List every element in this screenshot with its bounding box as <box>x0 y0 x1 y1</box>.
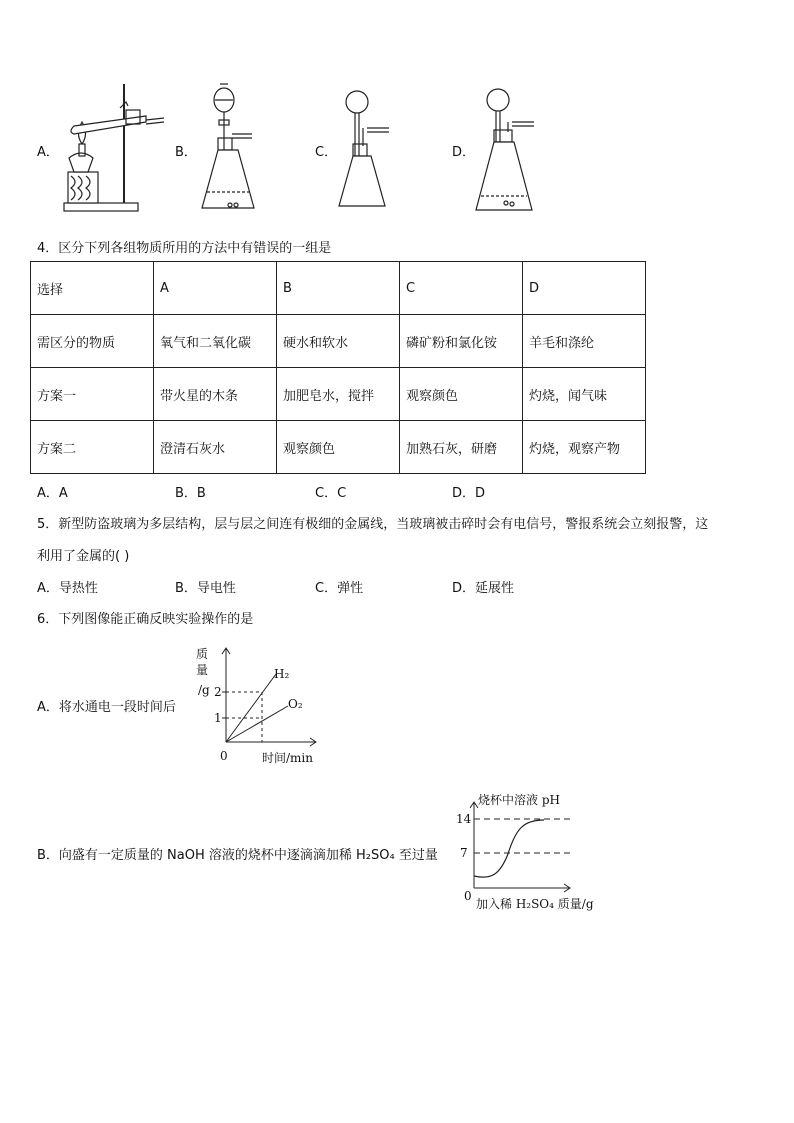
q6-stem: 6．下列图像能正确反映实验操作的是 <box>37 612 254 627</box>
q5-option-d: D．延展性 <box>452 581 515 596</box>
apparatus-c-flask-with-thistle-funnel <box>333 88 393 212</box>
table-cell: 氧气和二氧化碳 <box>154 315 277 368</box>
q5-option-a: A．导热性 <box>37 581 98 596</box>
table-cell: 观察颜色 <box>400 368 523 421</box>
table-cell: 羊毛和涤纶 <box>523 315 646 368</box>
graph-b-ylabel: 烧杯中溶液 pH <box>478 793 560 807</box>
table-cell: 加肥皂水，搅拌 <box>277 368 400 421</box>
graph-a-electrolysis <box>192 644 332 768</box>
graph-a-xlabel: 时间/min <box>262 751 313 765</box>
q4-stem: 4．区分下列各组物质所用的方法中有错误的一组是 <box>37 241 332 256</box>
q4-option-b: B．B <box>175 486 206 501</box>
table-cell: A <box>154 262 277 315</box>
q5-stem-line2: 利用了金属的( ) <box>37 549 130 564</box>
graph-b-ph-line <box>474 820 544 877</box>
table-cell: 澄清石灰水 <box>154 421 277 474</box>
graph-a-series-o2: O₂ <box>288 697 303 711</box>
table-cell: 磷矿粉和氯化铵 <box>400 315 523 368</box>
q4-option-a: A．A <box>37 486 68 501</box>
table-cell: 方案二 <box>31 421 154 474</box>
q4-option-c: C．C <box>315 486 347 501</box>
table-row <box>31 368 646 421</box>
table-cell: 带火星的木条 <box>154 368 277 421</box>
table-cell: 选择 <box>31 262 154 315</box>
q3-option-d-label: D． <box>452 145 476 160</box>
table-cell: 加熟石灰，研磨 <box>400 421 523 474</box>
table-cell: B <box>277 262 400 315</box>
q3-option-b-label: B． <box>175 145 197 160</box>
q6-option-b-text: B．向盛有一定质量的 NaOH 溶液的烧杯中逐滴滴加稀 H₂SO₄ 至过量 <box>37 848 438 863</box>
q4-option-d: D．D <box>452 486 486 501</box>
table-cell: C <box>400 262 523 315</box>
graph-a-h2-line <box>226 674 276 742</box>
graph-a-origin: 0 <box>220 749 228 763</box>
graph-a-series-h2: H₂ <box>274 667 290 681</box>
q3-option-a-label: A． <box>37 145 59 160</box>
table-cell: 观察颜色 <box>277 421 400 474</box>
q6-option-a-text: A．将水通电一段时间后 <box>37 700 176 715</box>
apparatus-a-heating-test-tube <box>60 80 170 214</box>
table-cell: 硬水和软水 <box>277 315 400 368</box>
table-row <box>31 421 646 474</box>
q3-option-c-label: C． <box>315 145 338 160</box>
q5-stem-line1: 5．新型防盗玻璃为多层结构，层与层之间连有极细的金属线，当玻璃被击碎时会有电信号，警报系统会立刻报警，这 <box>37 517 709 532</box>
apparatus-b-flask-with-separatory-funnel <box>200 80 262 218</box>
table-cell: 方案一 <box>31 368 154 421</box>
table-row <box>31 262 646 315</box>
graph-b-xlabel: 加入稀 H₂SO₄ 质量/g <box>476 897 594 911</box>
graph-a-ylabel-2: 量 <box>196 663 209 677</box>
apparatus-d-flask-with-liquid <box>470 86 540 216</box>
graph-b-tick-7: 7 <box>460 846 468 860</box>
table-cell: 灼烧，观察产物 <box>523 421 646 474</box>
q5-option-c: C．弹性 <box>315 581 364 596</box>
graph-a-o2-line <box>226 706 288 742</box>
table-cell: 需区分的物质 <box>31 315 154 368</box>
graph-a-ylabel-1: 质 <box>196 647 209 661</box>
graph-a-ylabel-3: /g <box>198 683 210 697</box>
graph-b-origin: 0 <box>464 889 472 903</box>
q4-table <box>30 261 646 474</box>
graph-b-tick-14: 14 <box>456 812 472 826</box>
graph-b-ph-curve <box>452 788 612 916</box>
table-cell: D <box>523 262 646 315</box>
graph-a-tick-1: 1 <box>214 711 222 725</box>
q5-option-b: B．导电性 <box>175 581 236 596</box>
table-row <box>31 315 646 368</box>
graph-a-tick-2: 2 <box>214 685 222 699</box>
table-cell: 灼烧，闻气味 <box>523 368 646 421</box>
